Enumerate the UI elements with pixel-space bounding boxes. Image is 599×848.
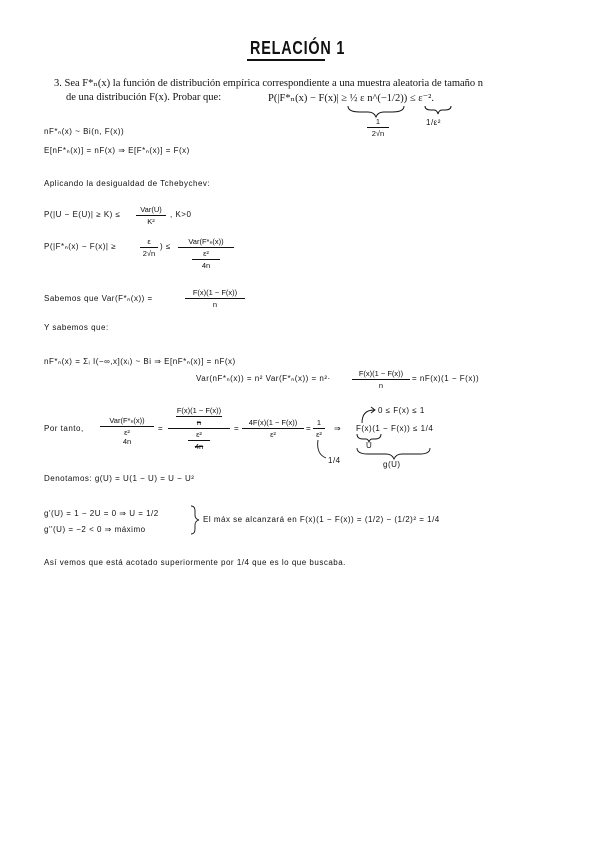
por-tanto-f2-den-den: 4n: [194, 442, 204, 451]
applied-eps-num: ε: [147, 237, 151, 246]
por-tanto-f3-den: ε²: [270, 430, 276, 439]
g-label: g(U): [383, 460, 401, 469]
brace-1-fraction: [367, 117, 389, 138]
por-tanto-fraction-3: [242, 418, 304, 439]
variance-line: Sabemos que Var(F*ₙ(x)) =: [44, 294, 153, 303]
applied-lhs: P(|F*ₙ(x) − F(x)| ≥: [44, 242, 117, 251]
second-derivative: g''(U) = −2 < 0 ⇒ máximo: [44, 525, 146, 534]
tcheb-condition: , K>0: [170, 210, 192, 219]
por-tanto-f2-mid: n: [196, 418, 202, 427]
brace-1-num: 1: [375, 117, 381, 126]
por-tanto-f4-num: 1: [316, 418, 322, 427]
quarter-label: 1/4: [328, 456, 341, 465]
por-tanto-eq-3: =: [306, 424, 312, 433]
problem-line-1: 3. Sea F*ₙ(x) la función de distribución empírica correspondiente a una muestra aleatoria de tamaño n: [54, 78, 484, 89]
applied-den-num: ε²: [203, 249, 209, 258]
u-label: U: [366, 441, 373, 450]
variance-n-den: n: [378, 381, 384, 390]
applied-num: Var(F*ₙ(x)): [188, 237, 224, 246]
por-tanto-f1-den-den: 4n: [122, 437, 132, 446]
variance-den: n: [212, 300, 218, 309]
problem-formula: P(|F*ₙ(x) − F(x)| ≥ ½ ε n^(−1/2)) ≤ ε⁻².: [268, 93, 434, 104]
title-underline: [247, 59, 325, 61]
applied-den-den: 4n: [201, 261, 211, 270]
por-tanto-f2-den-num: ε²: [196, 430, 202, 439]
por-tanto-eq-2: =: [234, 424, 240, 433]
variance-fraction: [185, 288, 245, 309]
por-tanto-fraction-1: [100, 416, 154, 446]
variance-n-line: Var(nF*ₙ(x)) = n² Var(F*ₙ(x)) = n²·: [196, 374, 331, 383]
por-tanto-f4-den: ε²: [316, 430, 322, 439]
por-tanto-implies: ⇒: [334, 424, 342, 433]
applied-eps-den: 2√n: [142, 249, 156, 258]
por-tanto-f1-num: Var(F*ₙ(x)): [109, 416, 145, 425]
por-tanto-fraction-4: [313, 418, 325, 439]
line-binomial: nF*ₙ(x) ~ Bi(n, F(x)): [44, 127, 125, 136]
por-tanto-fraction-2: [168, 406, 230, 451]
tcheb-num: Var(U): [140, 205, 162, 214]
tcheb-fraction: [136, 205, 166, 226]
por-tanto-label: Por tanto,: [44, 424, 84, 433]
variance-n-result: = nF(x)(1 − F(x)): [412, 374, 480, 383]
applied-fraction: [178, 237, 234, 270]
por-tanto-eq-1: =: [158, 424, 164, 433]
por-tanto-f2-num: F(x)(1 − F(x)): [176, 406, 222, 415]
final-conclusion: Así vemos que está acotado superiormente por 1/4 que es lo que buscaba.: [44, 558, 346, 567]
applied-eps-fraction: [140, 237, 158, 258]
page-title: RELACIÓN 1: [250, 38, 346, 58]
variance-num: F(x)(1 − F(x)): [192, 288, 238, 297]
bound-result: F(x)(1 − F(x)) ≤ 1/4: [356, 424, 434, 433]
derivatives-brace: [0, 0, 1, 1]
indicator-sum-line: nF*ₙ(x) = Σᵢ I(−∞,x](xᵢ) ~ Bi ⇒ E[nF*ₙ(x)] = nF(x): [44, 357, 236, 366]
tcheb-den: K²: [147, 217, 155, 226]
por-tanto-f3-num: 4F(x)(1 − F(x)): [248, 418, 298, 427]
maximum-conclusion: El máx se alcanzará en F(x)(1 − F(x)) = (1/2) − (1/2)² = 1/4: [203, 515, 440, 524]
brace-2-label: 1/ε²: [426, 118, 441, 127]
variance-n-fraction: [352, 369, 410, 390]
applied-le: ) ≤: [160, 242, 171, 251]
first-derivative: g'(U) = 1 − 2U = 0 ⇒ U = 1/2: [44, 509, 159, 518]
por-tanto-f1-den-num: ε²: [124, 428, 130, 437]
line-tchebychev-intro: Aplicando la desigualdad de Tchebychev:: [44, 179, 211, 188]
bound-note: 0 ≤ F(x) ≤ 1: [378, 406, 425, 415]
brace-1-den: 2√n: [371, 129, 385, 138]
problem-line-2: de una distribución F(x). Probar que:: [66, 92, 222, 103]
variance-n-num: F(x)(1 − F(x)): [358, 369, 404, 378]
denotamos-line: Denotamos: g(U) = U(1 − U) = U − U²: [44, 474, 195, 483]
line-expectation: E[nF*ₙ(x)] = nF(x) ⇒ E[F*ₙ(x)] = F(x): [44, 146, 190, 155]
tcheb-lhs: P(|U − E(U)| ≥ K) ≤: [44, 210, 121, 219]
line-sabemos: Y sabemos que:: [44, 323, 109, 332]
